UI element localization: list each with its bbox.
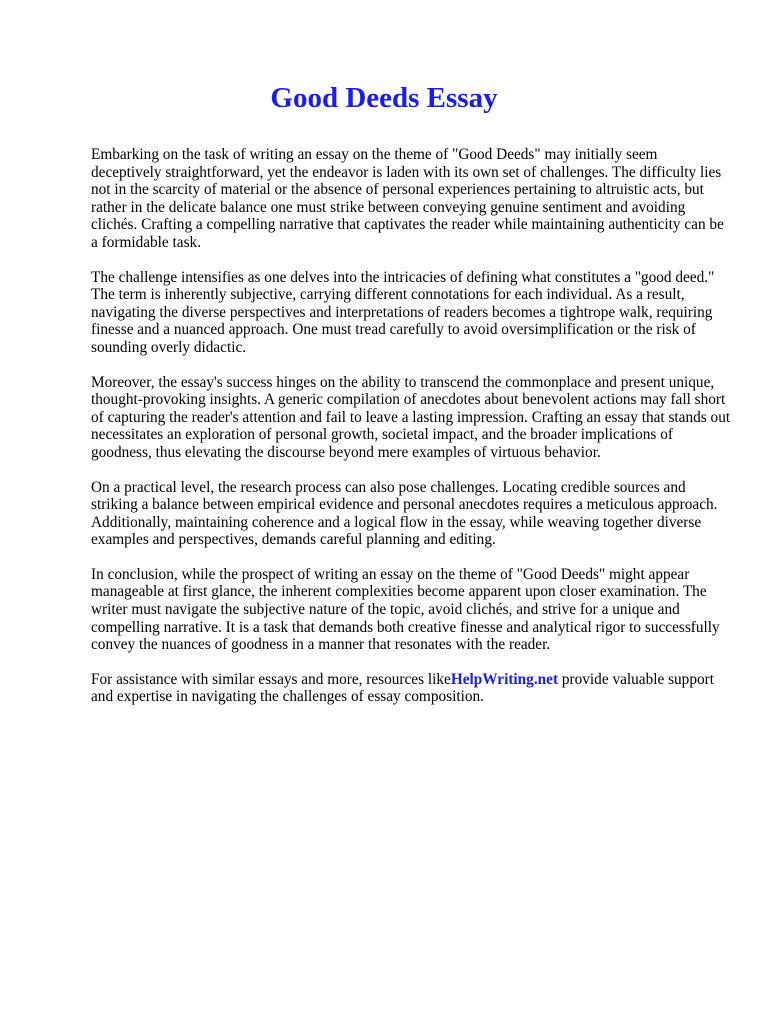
paragraph-1: Embarking on the task of writing an essay on the theme of "Good Deeds" may initially seem deceptively straightforward, yet the endeavor is laden with its own set of challenges. The difficulty lies not in the scarcity of material or the absence of personal experiences pertaining to altruistic acts, but rather in the delicate balance one must strike between conveying genuine sentiment and avoiding clichés. Crafting a compelling narrative that captivates the reader while maintaining authenticity can be a formidable task. xyxy=(91,146,724,251)
paragraph-2: The challenge intensifies as one delves into the intricacies of defining what constitutes a "good deed." The term is inherently subjective, carrying different connotations for each individual. As a result, navigating the diverse perspectives and interpretations of readers becomes a tightrope walk, requiring finesse and a nuanced approach. One must tread carefully to avoid oversimplification or the risk of sounding overly didactic. xyxy=(91,268,715,356)
document-body xyxy=(91,146,731,723)
paragraph-4: On a practical level, the research process can also pose challenges. Locating credible sources and striking a balance between empirical evidence and personal anecdotes requires a meticulous approach. Additionally, maintaining coherence and a logical flow in the essay, while weaving together diverse examples and perspectives, demands careful planning and editing. xyxy=(91,478,718,549)
closing-text-after-link: provide valuable support and expertise in navigating the challenges of essay composition. xyxy=(91,670,714,706)
paragraph-5: In conclusion, while the prospect of writing an essay on the theme of "Good Deeds" might appear manageable at first glance, the inherent complexities become apparent upon closer examination. The writer must navigate the subjective nature of the topic, avoid clichés, and strive for a unique and compelling narrative. It is a task that demands both creative finesse and analytical rigor to successfully convey the nuances of goodness in a manner that resonates with the reader. xyxy=(91,565,720,654)
closing-paragraph xyxy=(91,671,731,706)
document-title: Good Deeds Essay xyxy=(270,82,498,114)
helpwriting-link[interactable]: HelpWriting.net xyxy=(450,670,559,688)
closing-text-before-link: For assistance with similar essays and more, resources like xyxy=(91,670,451,688)
paragraph-3: Moreover, the essay's success hinges on the ability to transcend the commonplace and present unique, thought-provoking insights. A generic compilation of anecdotes about benevolent actions may fall short of capturing the reader's attention and fail to leave a lasting impression. Crafting an essay that stands out necessitates an exploration of personal growth, societal impact, and the broader implications of goodness, thus elevating the discourse beyond mere examples of virtuous behavior. xyxy=(91,373,731,461)
